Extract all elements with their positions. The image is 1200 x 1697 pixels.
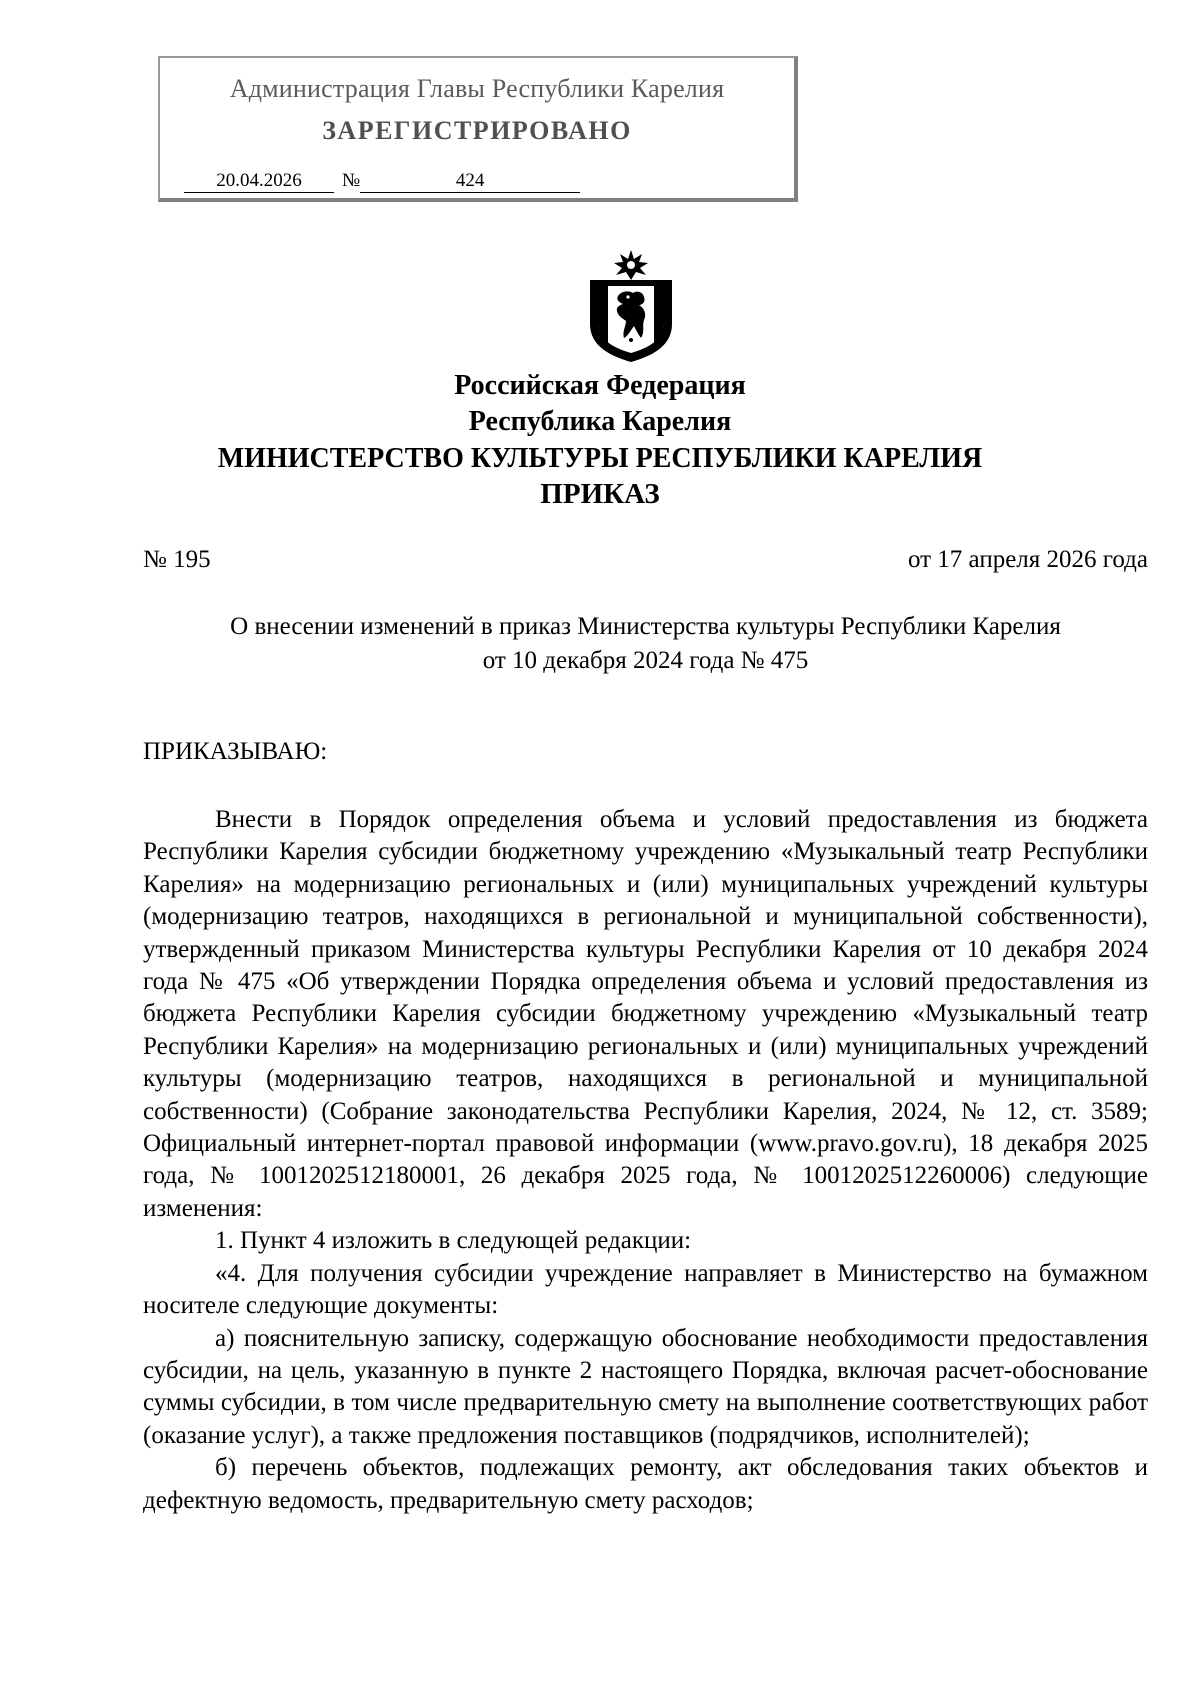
registration-stamp	[158, 56, 798, 202]
stamp-date: 20.04.2026	[184, 170, 334, 193]
country-title: Российская Федерация	[454, 370, 746, 401]
republic-title: Республика Карелия	[468, 406, 732, 437]
stamp-registration-row	[184, 170, 580, 193]
order-date: от 17 апреля 2026 года	[907, 546, 1148, 573]
stamp-number-label: №	[342, 170, 361, 191]
order-body	[143, 804, 1148, 1517]
command-word: ПРИКАЗЫВАЮ:	[143, 738, 328, 765]
order-number: № 195	[143, 546, 211, 573]
stamp-number: 424	[360, 170, 580, 193]
paragraph-item-4: «4. Для получения субсидии учреждение направляет в Министерство на бумажном носителе следующие документы:	[143, 1259, 1148, 1320]
stamp-organization: Администрация Главы Республики Карелия	[229, 74, 725, 103]
ministry-title: МИНИСТЕРСТВО КУЛЬТУРЫ РЕСПУБЛИКИ КАРЕЛИЯ	[217, 443, 983, 474]
subject-line-2: от 10 декабря 2024 года № 475	[482, 647, 809, 674]
paragraph-main: Внести в Порядок определения объема и условий предоставления из бюджета Республики Карелия субсидии бюджетному учреждению «Музыкальный театр Республики Карелия» на модернизацию региональных и (или) муниципальных учреждений культуры (модернизацию театров, находящихся в региональной и муниципальной собственности), утвержденный приказом Министерства культуры Республики Карелия от 10 декабря 2024 года № 475 «Об утверждении Порядка определения объема и условий предоставления из бюджета Республики Карелия субсидии бюджетному учреждению «Музыкальный театр Республики Карелия» на модернизацию региональных и (или) муниципальных учреждений культуры (модернизацию театров, находящихся в региональной и муниципальной собственности) (Собрание законодательства Республики Карелия, 2024, № 12, ст. 3589; Официальный интернет-портал правовой информации (www.pravo.gov.ru), 18 декабря 2025 года, № 1001202512180001, 26 декабря 2025 года, № 1001202512260006) следующие изменения:	[143, 806, 1148, 1222]
paragraph-item-1: 1. Пункт 4 изложить в следующей редакции:	[215, 1227, 692, 1255]
subject-line-1: О внесении изменений в приказ Министерства культуры Республики Карелия	[230, 613, 1061, 640]
stamp-status: ЗАРЕГИСТРИРОВАНО	[322, 116, 632, 145]
paragraph-subitem-b: б) перечень объектов, подлежащих ремонту, акт обследования таких объектов и дефектную ведомость, предварительную смету расходов;	[143, 1454, 1148, 1514]
document-type: ПРИКАЗ	[540, 478, 660, 510]
paragraph-subitem-a: а) пояснительную записку, содержащую обоснование необходимости предоставления субсидии, на цель, указанную в пункте 2 настоящего Порядка, включая расчет-обоснование суммы субсидии, в том числе предварительную смету на выполнение соответствующих работ (оказание услуг), а также предложения поставщиков (подрядчиков, исполнителей);	[143, 1324, 1148, 1449]
karelia-coat-of-arms-icon	[584, 250, 678, 364]
order-subject	[143, 610, 1148, 678]
